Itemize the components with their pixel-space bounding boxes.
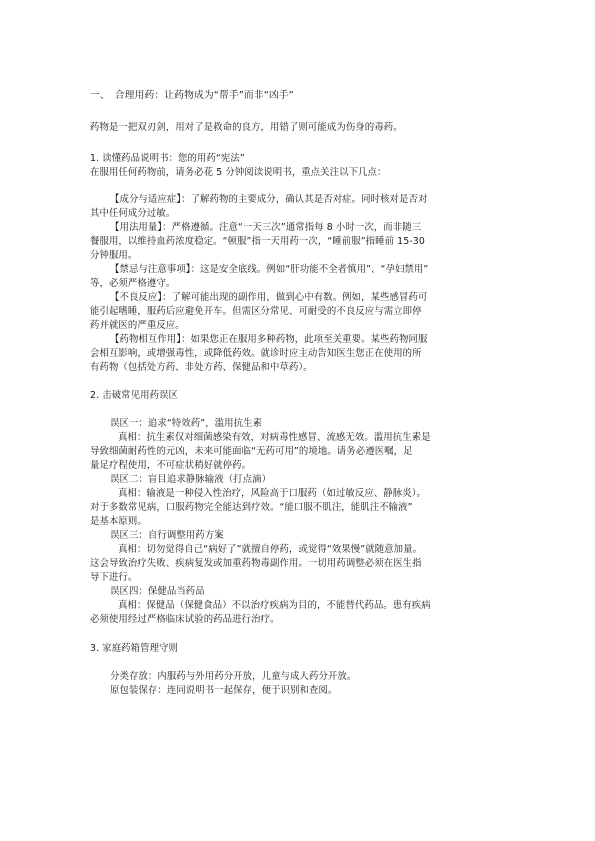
item-interactions-line: 会相互影响，或增强毒性，或降低药效。就诊时应主动告知医生您正在使用的所	[90, 348, 422, 359]
item-dosage-line: 【用法用量】：严格遵循。注意“一天三次”通常指每 8 小时一次，而非随三	[110, 222, 422, 233]
truth-line: 真相：保健品（保健食品）不以治疗疾病为目的，不能替代药品。患有疾病	[118, 600, 431, 611]
medicine-box-rule: 原包装保存：连同说明书一起保存，便于识别和查阅。	[110, 685, 338, 696]
myth-heading: 误区一：追求“特效药”，滥用抗生素	[110, 418, 263, 429]
item-adverse-reactions-line: 【不良反应】：了解可能出现的副作用，做到心中有数。例如，某些感冒药可	[110, 292, 428, 303]
section-title: 一、 合理用药：让药物成为“帮手”而非“凶手”	[90, 90, 294, 101]
item-interactions-line: 有药物（包括处方药、非处方药、保健品和中草药）。	[90, 362, 313, 373]
item-contraindications-line: 等，必须严格遵守。	[90, 278, 176, 289]
item-ingredients-line: 其中任何成分过敏。	[90, 208, 176, 219]
subsection-lead-1: 在服用任何药物前，请务必花 5 分钟阅读说明书，重点关注以下几点：	[90, 167, 387, 178]
truth-line: 是基本原则。	[90, 516, 147, 527]
truth-line: 真相：抗生素仅对细菌感染有效，对病毒性感冒、流感无效。滥用抗生素是	[118, 432, 431, 443]
subsection-title-1: 1. 读懂药品说明书：您的用药“宪法”	[90, 153, 245, 164]
item-adverse-reactions-line: 能引起嗜睡，服药后应避免开车。但需区分常见、可耐受的不良反应与需立即停	[90, 306, 422, 317]
truth-line: 必须使用经过严格临床试验的药品进行治疗。	[90, 614, 280, 625]
myth-heading: 误区三：自行调整用药方案	[110, 530, 224, 541]
item-adverse-reactions-line: 药并就医的严重反应。	[90, 320, 185, 331]
truth-line: 导致细菌耐药性的元凶，未来可能面临“无药可用”的境地。请务必遵医嘱，足	[90, 446, 413, 457]
truth-line: 这会导致治疗失败、疾病复发或加重药物毒副作用。一切用药调整必须在医生指	[90, 558, 422, 569]
truth-line: 量足疗程使用，不可症状稍好就停药。	[90, 460, 252, 471]
myth-heading: 误区二：盲目追求静脉输液（打点滴）	[110, 474, 272, 485]
medicine-box-rule: 分类存放：内服药与外用药分开放，儿童与成人药分开放。	[110, 671, 357, 682]
subsection-title-2: 2. 击破常见用药误区	[90, 390, 179, 401]
item-ingredients-line: 【成分与适应症】：了解药物的主要成分，确认其是否对症。同时核对是否对	[110, 194, 428, 205]
item-dosage-line: 餐服用，以维持血药浓度稳定。“顿服”指一天用药一次，“睡前服”指睡前 15-30	[90, 236, 425, 247]
truth-line: 真相：切勿觉得自己“病好了”就擅自停药，或觉得“效果慢”就随意加量。	[118, 544, 423, 555]
truth-line: 导下进行。	[90, 572, 138, 583]
item-interactions-line: 【药物相互作用】：如果您正在服用多种药物，此项至关重要。某些药物同服	[110, 334, 428, 345]
subsection-title-3: 3. 家庭药箱管理守则	[90, 643, 179, 654]
myth-heading: 误区四：保健品当药品	[110, 586, 205, 597]
item-contraindications-line: 【禁忌与注意事项】：这是安全底线。例如“肝功能不全者慎用”、“孕妇禁用”	[110, 264, 429, 275]
item-dosage-line: 分钟服用。	[90, 250, 138, 261]
truth-line: 真相：输液是一种侵入性治疗，风险高于口服药（如过敏反应、静脉炎）。	[118, 488, 426, 499]
truth-line: 对于多数常见病，口服药物完全能达到疗效。“能口服不肌注，能肌注不输液”	[90, 502, 413, 513]
intro-paragraph: 药物是一把双刃剑，用对了是救命的良方，用错了则可能成为伤身的毒药。	[90, 122, 403, 133]
